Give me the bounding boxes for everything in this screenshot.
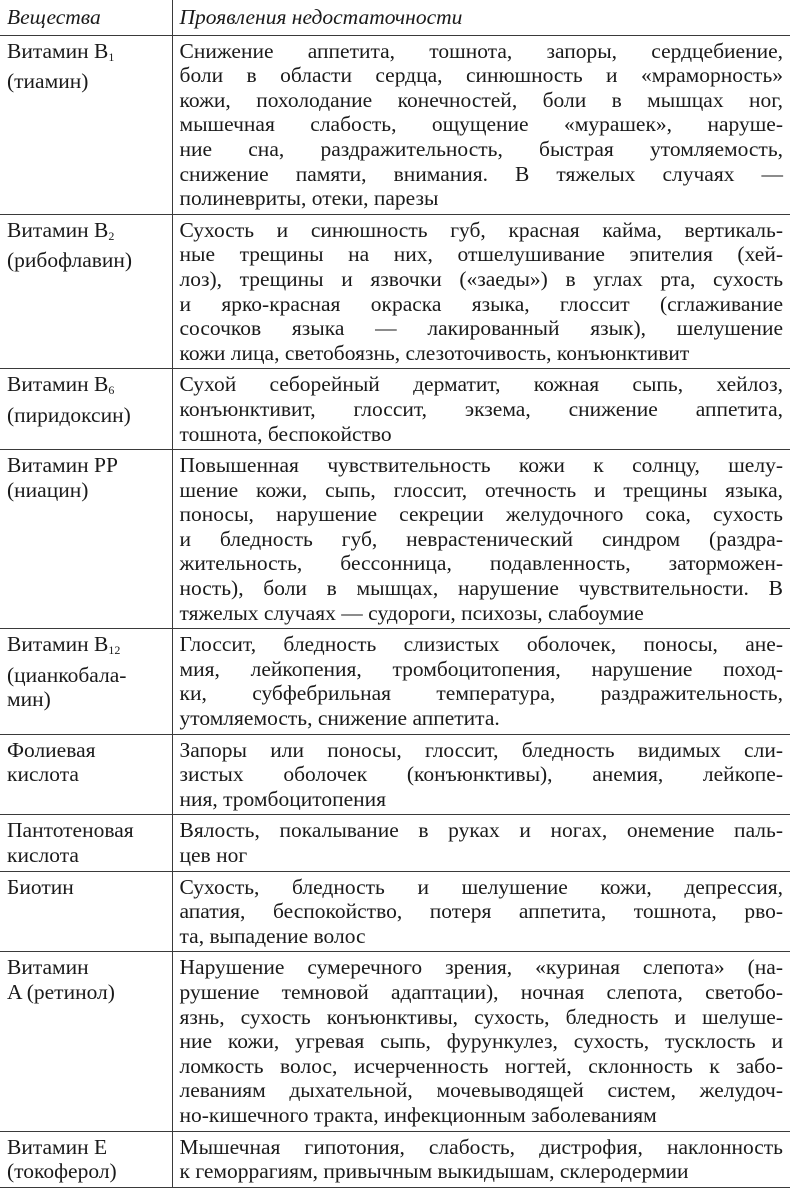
manifestation-line: рушение темновой адаптации), ночная слепота, светобо-	[179, 979, 783, 1004]
subscript: 2	[108, 228, 115, 243]
substance-name-line	[7, 248, 165, 273]
manifestation-line: жительность, бессонница, подавленность, заторможен-	[179, 551, 783, 576]
substance-cell	[0, 952, 172, 1131]
manifestation-line: утомляемость, снижение аппетита.	[179, 706, 500, 731]
table-row	[0, 450, 790, 629]
manifestation-line: Сухость, бледность и шелушение кожи, депрессия,	[179, 874, 783, 899]
manifestation-line: Сухой себорейный дерматит, кожная сыпь, хейлоз,	[179, 372, 783, 397]
manifestation-line: Повышенная чувствительность кожи к солнцу, шелу-	[179, 453, 783, 478]
manifestation-line: но-кишечного тракта, инфекционным заболеваниям	[179, 1102, 657, 1127]
table-row	[0, 35, 790, 214]
manifestation-line: та, выпадение волос	[179, 923, 366, 948]
manifestation-line: язнь, сухость конъюнктивы, сухость, бледность и шелуше-	[179, 1004, 783, 1029]
manifestation-line: кожи, похолодание конечностей, боли в мышцах ног,	[179, 87, 783, 112]
table-row	[0, 871, 790, 952]
manifestations-cell	[172, 734, 790, 815]
manifestation-line: апатия, беспокойство, потеря аппетита, тошнота, рво-	[179, 899, 783, 924]
substance-name-text: Витамин E	[7, 1134, 108, 1159]
substance-cell	[0, 214, 172, 369]
substance-name-line	[7, 687, 165, 712]
substance-name-text: мин)	[7, 687, 51, 712]
manifestation-line: к геморрагиям, привычным выкидышам, склеродермии	[179, 1159, 689, 1184]
manifestation-line: шение кожи, сыпь, глоссит, отечность и трещины языка,	[179, 477, 783, 502]
manifestation-line: Сухость и синюшность губ, красная кайма, вертикаль-	[179, 217, 783, 242]
substance-name-text: Витамин B	[7, 632, 109, 657]
substance-name-line	[7, 632, 165, 663]
substance-name-text: (рибофлавин)	[7, 248, 133, 273]
substance-name-line	[7, 372, 165, 403]
manifestations-cell	[172, 35, 790, 214]
substance-name-line	[7, 1159, 165, 1184]
manifestations-cell	[172, 214, 790, 369]
manifestation-line: Нарушение сумеречного зрения, «куриная слепота» (на-	[179, 955, 783, 980]
substance-name-line	[7, 955, 165, 980]
manifestations-cell	[172, 871, 790, 952]
manifestation-line: мышечная слабость, ощущение «мурашек», наруше-	[179, 112, 783, 137]
manifestation-line: ные трещины на них, отшелушивание эпителия (хей-	[179, 242, 783, 267]
substance-name-line	[7, 818, 165, 843]
manifestations-cell	[172, 450, 790, 629]
substance-cell	[0, 369, 172, 450]
substance-cell	[0, 1131, 172, 1187]
manifestation-line: цев ног	[179, 843, 248, 867]
substance-name-text: Пантотеновая	[7, 818, 134, 843]
table-row	[0, 1131, 790, 1187]
manifestation-line: Снижение аппетита, тошнота, запоры, сердцебиение,	[179, 38, 783, 63]
substance-cell	[0, 35, 172, 214]
manifestation-line: леваниям дыхательной, мочевыводящей систем, желудоч-	[179, 1078, 783, 1103]
manifestation-line: ния, тромбоцитопения	[179, 786, 387, 811]
table-row	[0, 815, 790, 871]
substance-name-line	[7, 403, 165, 428]
table-row	[0, 734, 790, 815]
substance-name-text: (пиридоксин)	[7, 402, 131, 427]
substance-name-line	[7, 1135, 165, 1160]
manifestation-line: снижение памяти, внимания. В тяжелых случаях —	[179, 161, 783, 186]
substance-name-text: (ниацин)	[7, 477, 89, 502]
subscript: 1	[108, 49, 115, 64]
substance-cell	[0, 815, 172, 871]
substance-name-text: Витамин PP	[7, 453, 118, 478]
substance-name-text: Витамин B	[7, 372, 109, 397]
header-substances: Вещества	[0, 0, 172, 35]
manifestation-line: Мышечная гипотония, слабость, дистрофия, наклонность	[179, 1134, 783, 1159]
substance-name-text: кислота	[7, 762, 79, 787]
subscript: 6	[108, 383, 115, 398]
manifestation-line: мия, лейкопения, тромбоцитопения, нарушение поход-	[179, 656, 783, 681]
substance-name-text: (тиамин)	[7, 69, 89, 94]
substance-name-line	[7, 69, 165, 94]
substance-name-line	[7, 39, 165, 70]
manifestation-line: и бледность губ, неврастенический синдром (раздра-	[179, 526, 783, 551]
substance-cell	[0, 734, 172, 815]
manifestation-line: зистых оболочек (конъюнктивы), анемия, лейкопе-	[179, 762, 783, 787]
substance-name-line	[7, 980, 165, 1005]
manifestations-cell	[172, 629, 790, 734]
substance-name-text: Витамин B	[7, 38, 109, 63]
substance-name-text: Витамин	[7, 955, 89, 980]
manifestation-line: сосочков языка — лакированный язык), шелушение	[179, 316, 783, 341]
substance-cell	[0, 450, 172, 629]
manifestation-line: боли в области сердца, синюшность и «мраморность»	[179, 63, 783, 88]
manifestation-line: тяжелых случаях — судороги, психозы, слабоумие	[179, 600, 644, 625]
manifestation-line: ки, субфебрильная температура, раздражительность,	[179, 681, 783, 706]
substance-cell	[0, 629, 172, 734]
manifestation-line: полиневриты, отеки, парезы	[179, 186, 439, 211]
manifestation-line: ние кожи, угревая сыпь, фурункулез, сухость, тусклость и	[179, 1029, 783, 1054]
manifestation-line: тошнота, беспокойство	[179, 421, 392, 446]
manifestations-cell	[172, 1131, 790, 1187]
manifestation-line: Запоры или поносы, глоссит, бледность видимых сли-	[179, 737, 783, 762]
subscript: 12	[108, 643, 121, 658]
substance-name-text: Витамин B	[7, 217, 109, 242]
manifestations-cell	[172, 369, 790, 450]
substance-name-text: (токоферол)	[7, 1159, 117, 1184]
manifestation-line: ломкость волос, исчерченность ногтей, склонность к забо-	[179, 1053, 783, 1078]
manifestation-line: Глоссит, бледность слизистых оболочек, поносы, ане-	[179, 632, 783, 657]
header-row	[0, 0, 790, 35]
manifestation-line: ние сна, раздражительность, быстрая утомляемость,	[179, 136, 783, 161]
manifestation-line: Вялость, покалывание в руках и ногах, онемение паль-	[179, 818, 783, 843]
manifestation-line: лоз), трещины и язвочки («заеды») в углах рта, сухость	[179, 266, 783, 291]
substance-name-line	[7, 453, 165, 478]
manifestation-line: конъюнктивит, глоссит, экзема, снижение аппетита,	[179, 396, 783, 421]
table-row	[0, 952, 790, 1131]
manifestation-line: поносы, нарушение секреции желудочного сока, сухость	[179, 502, 783, 527]
substance-cell	[0, 871, 172, 952]
substance-name-text: Биотин	[7, 874, 74, 899]
substance-name-text: Фолиевая	[7, 737, 96, 762]
substance-name-line	[7, 738, 165, 763]
substance-name-line	[7, 875, 165, 900]
substance-name-line	[7, 218, 165, 249]
substance-name-line	[7, 478, 165, 503]
table-row	[0, 214, 790, 369]
substance-name-text: A (ретинол)	[7, 979, 115, 1004]
manifestation-line: кожи лица, светобоязнь, слезоточивость, конъюнктивит	[179, 340, 690, 365]
substance-name-text: кислота	[7, 843, 79, 867]
manifestations-cell	[172, 952, 790, 1131]
substance-name-line	[7, 762, 165, 787]
substance-name-line	[7, 663, 165, 688]
substance-name-line	[7, 843, 165, 868]
table-row	[0, 369, 790, 450]
header-manifestations: Проявления недостаточности	[172, 0, 790, 35]
manifestation-line: и ярко-красная окраска языка, глоссит (сглаживание	[179, 291, 783, 316]
manifestations-cell	[172, 815, 790, 871]
substance-name-text: (цианкобала-	[7, 662, 127, 687]
table-row	[0, 629, 790, 734]
manifestation-line: ность), боли в мышцах, нарушение чувствительности. В	[179, 576, 783, 601]
